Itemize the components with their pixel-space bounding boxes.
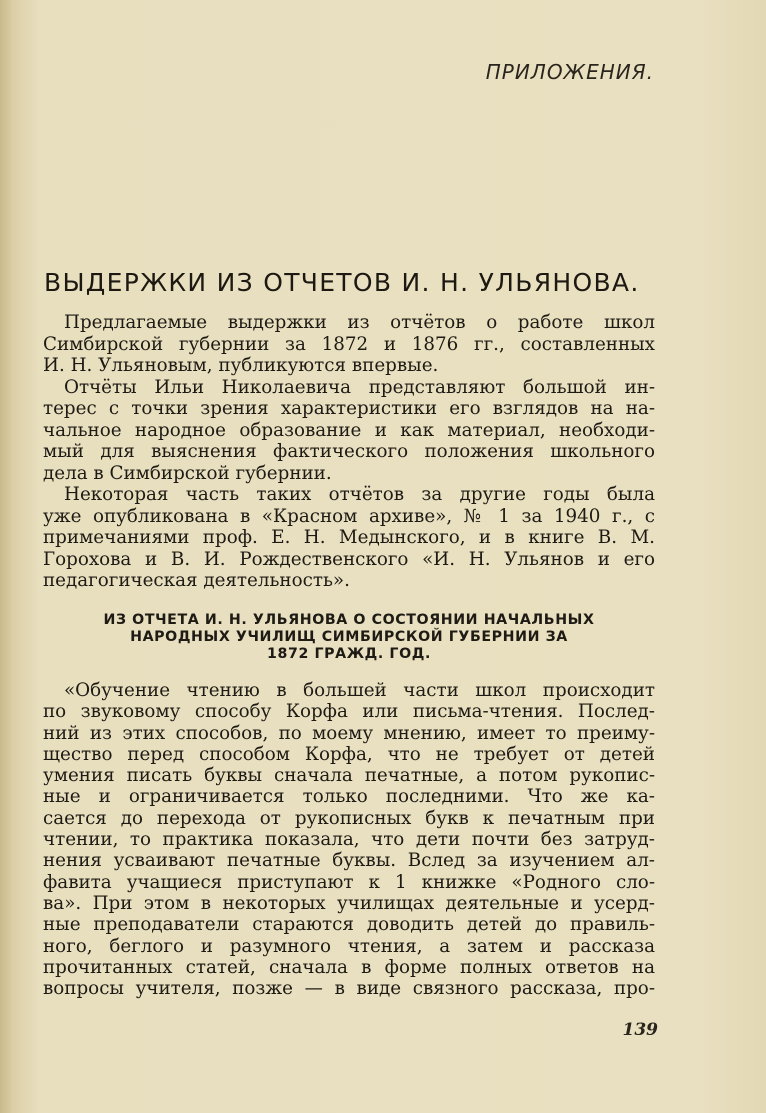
- intro-line: педагогическая деятельность».: [43, 570, 350, 591]
- body-line: ва». При этом в некоторых училищах деятельные и усерд-: [43, 892, 655, 914]
- body-line: умения писать буквы сначала печатные, а потом рукопис-: [43, 765, 655, 787]
- intro-line: Симбирской губернии за 1872 и 1876 гг., составленных: [43, 333, 655, 355]
- intro-line: Некоторая часть таких отчётов за другие годы была: [64, 484, 655, 505]
- body-line: «Обучение чтению в большей части школ происходит: [64, 680, 655, 701]
- body-line: ные и ограничивается только последними. Что же ка-: [43, 786, 655, 808]
- body-line: ного, беглого и разумного чтения, а затем и рассказа: [43, 935, 655, 957]
- section-heading-line: ИЗ ОТЧЕТА И. Н. УЛЬЯНОВА О СОСТОЯНИИ НАЧАЛЬНЫХ: [103, 612, 595, 628]
- intro-line: примечаниями проф. Е. Н. Медынского, и в книге В. М.: [43, 527, 655, 548]
- section-heading-line: НАРОДНЫХ УЧИЛИЩ СИМБИРСКОЙ ГУБЕРНИИ ЗА: [130, 629, 568, 645]
- body-paragraph: [43, 680, 655, 999]
- section-heading-line: 1872 ГРАЖД. ГОД.: [267, 646, 431, 662]
- body-line: по звуковому способу Корфа или письма-чтения. Послед-: [43, 701, 655, 723]
- running-head: ПРИЛОЖЕНИЯ.: [485, 60, 654, 84]
- intro-paragraphs: [43, 312, 655, 592]
- body-line: сается до перехода от рукописных букв к печатным при: [43, 807, 655, 829]
- intro-line: дела в Симбирской губернии.: [43, 462, 332, 484]
- intro-line: Предлагаемые выдержки из отчётов о работе школ: [64, 312, 655, 333]
- intro-line: терес с точки зрения характеристики его взглядов на на-: [43, 398, 655, 419]
- section-heading: [43, 612, 655, 663]
- page-number: 139: [622, 1020, 658, 1040]
- body-line: нения усваивают печатные буквы. Вслед за изучением ал-: [43, 850, 655, 872]
- intro-line: уже опубликована в «Красном архиве», № 1 за 1940 г., с: [43, 505, 655, 527]
- body-line: ний из этих способов, по моему мнению, имеет то преиму-: [43, 722, 655, 744]
- page-title: ВЫДЕРЖКИ ИЗ ОТЧЕТОВ И. Н. УЛЬЯНОВА.: [44, 268, 640, 297]
- body-line: фавита учащиеся приступают к 1 книжке «Родного сло-: [43, 871, 655, 893]
- body-line: чтении, то практика показала, что дети почти без затруд-: [43, 829, 655, 851]
- intro-line: Отчёты Ильи Николаевича представляют большой ин-: [64, 376, 655, 398]
- intro-line: Горохова и В. И. Рождественского «И. Н. Ульянов и его: [43, 548, 655, 570]
- body-line: щество перед способом Корфа, что не требует от детей: [43, 743, 655, 765]
- body-line: ные преподаватели стараются доводить детей до правиль-: [43, 914, 655, 936]
- intro-line: чальное народное образование и как материал, необходи-: [43, 419, 655, 441]
- intro-line: И. Н. Ульяновым, публикуются впервые.: [43, 355, 439, 376]
- intro-line: мый для выяснения фактического положения школьного: [43, 441, 655, 462]
- body-line: вопросы учителя, позже — в виде связного рассказа, про-: [43, 978, 655, 1000]
- body-line: прочитанных статей, сначала в форме полных ответов на: [43, 956, 655, 978]
